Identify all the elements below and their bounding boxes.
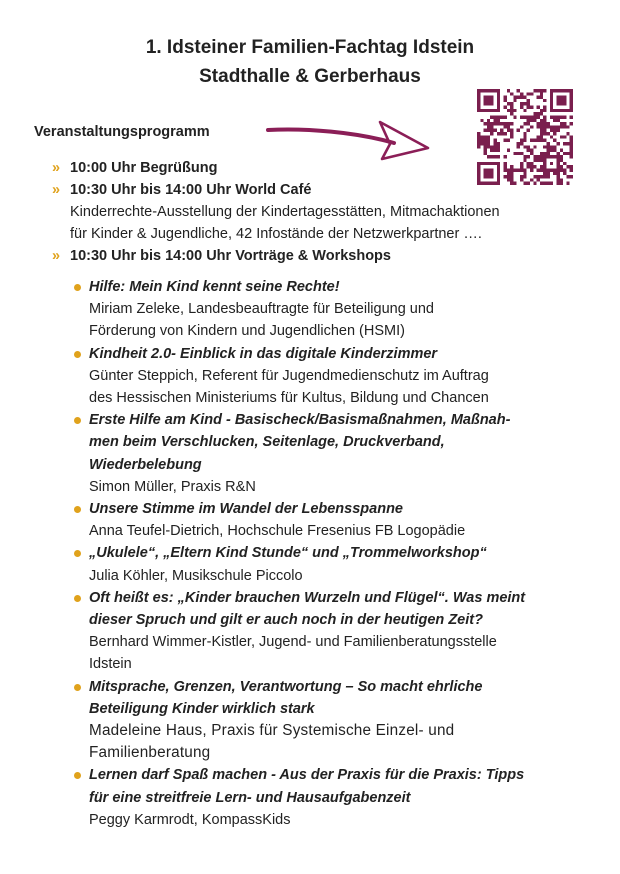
talk-item <box>72 542 592 586</box>
talk-speaker: Madeleine Haus, Praxis für Systemische Einzel- und <box>89 722 455 740</box>
chevron-right-icon: » <box>52 160 61 176</box>
talk-speaker: Peggy Karmrodt, KompassKids <box>89 811 291 828</box>
talk-speaker: Familienberatung <box>89 744 211 762</box>
talk-title: für eine streitfreie Lern- und Hausaufgabenzeit <box>89 789 411 806</box>
talk-speaker: des Hessischen Ministeriums für Kultus, Bildung und Chancen <box>89 390 489 407</box>
program-item-title: 10:00 Uhr Begrüßung <box>70 160 218 176</box>
talk-item <box>72 343 592 410</box>
talk-title: Kindheit 2.0- Einblick in das digitale Kinderzimmer <box>89 345 438 362</box>
talks-list <box>72 276 592 831</box>
talk-title: Hilfe: Mein Kind kennt seine Rechte! <box>89 279 340 295</box>
program-item-title: 10:30 Uhr bis 14:00 Uhr World Café <box>70 182 312 198</box>
talk-item <box>72 409 592 498</box>
bullet-dot-icon <box>74 284 81 291</box>
program-item <box>52 245 592 267</box>
bullet-dot-icon <box>74 417 81 424</box>
talk-speaker: Anna Teufel-Dietrich, Hochschule Fresenius FB Logopädie <box>89 523 466 540</box>
bullet-dot-icon <box>74 550 81 557</box>
chevron-right-icon: » <box>52 248 61 264</box>
talk-item <box>72 498 592 542</box>
talk-speaker: Julia Köhler, Musikschule Piccolo <box>89 567 303 584</box>
talk-title: Wiederbelebung <box>89 456 202 473</box>
talk-item <box>72 587 592 676</box>
talk-speaker: Miriam Zeleke, Landesbeauftragte für Beteiligung und <box>89 301 434 318</box>
talk-speaker: Bernhard Wimmer-Kistler, Jugend- und Familienberatungsstelle <box>89 634 497 651</box>
main-program-list <box>52 157 592 267</box>
talk-title: Lernen darf Spaß machen - Aus der Praxis für die Praxis: Tipps <box>89 767 525 784</box>
talk-title: Unsere Stimme im Wandel der Lebensspanne <box>89 501 403 518</box>
talk-title: „Ukulele“, „Eltern Kind Stunde“ und „Trommelworkshop“ <box>89 545 487 562</box>
talk-item <box>72 764 592 831</box>
bullet-dot-icon <box>74 506 81 513</box>
event-title <box>0 33 620 91</box>
program-item <box>52 179 592 245</box>
chevron-right-icon: » <box>52 182 61 198</box>
event-title-line1: 1. Idsteiner Familien-Fachtag Idstein <box>145 37 475 58</box>
program-item <box>52 157 592 179</box>
talk-speaker: Idstein <box>89 656 132 673</box>
bullet-dot-icon <box>74 684 81 691</box>
bullet-dot-icon <box>74 772 81 779</box>
talk-item <box>72 276 592 343</box>
program-item-title: 10:30 Uhr bis 14:00 Uhr Vorträge & Workshops <box>70 248 391 264</box>
program-heading: Veranstaltungsprogramm <box>34 124 210 140</box>
talk-speaker: Förderung von Kindern und Jugendlichen (HSMI) <box>89 323 405 340</box>
talk-title: Mitsprache, Grenzen, Verantwortung – So macht ehrliche <box>89 678 483 695</box>
talk-title: Beteiligung Kinder wirklich stark <box>89 700 315 717</box>
talk-title: dieser Spruch und gilt er auch noch in der heutigen Zeit? <box>89 612 483 629</box>
event-title-line2: Stadthalle & Gerberhaus <box>199 66 421 87</box>
talk-item <box>72 676 592 765</box>
talk-title: Erste Hilfe am Kind - Basischeck/Basismaßnahmen, Maßnah- <box>89 412 511 429</box>
arrow-right-icon <box>266 118 432 162</box>
talk-title: Oft heißt es: „Kinder brauchen Wurzeln und Flügel“. Was meint <box>89 589 526 606</box>
bullet-dot-icon <box>74 595 81 602</box>
program-item-description: Kinderrechte-Ausstellung der Kindertagesstätten, Mitmachaktionen <box>70 204 500 220</box>
program-item-description: für Kinder & Jugendliche, 42 Infostände der Netzwerkpartner …. <box>70 226 482 242</box>
talk-title: men beim Verschlucken, Seitenlage, Druckverband, <box>89 434 445 451</box>
bullet-dot-icon <box>74 351 81 358</box>
talk-speaker: Günter Steppich, Referent für Jugendmedienschutz im Auftrag <box>89 367 489 384</box>
talk-speaker: Simon Müller, Praxis R&N <box>89 478 256 495</box>
